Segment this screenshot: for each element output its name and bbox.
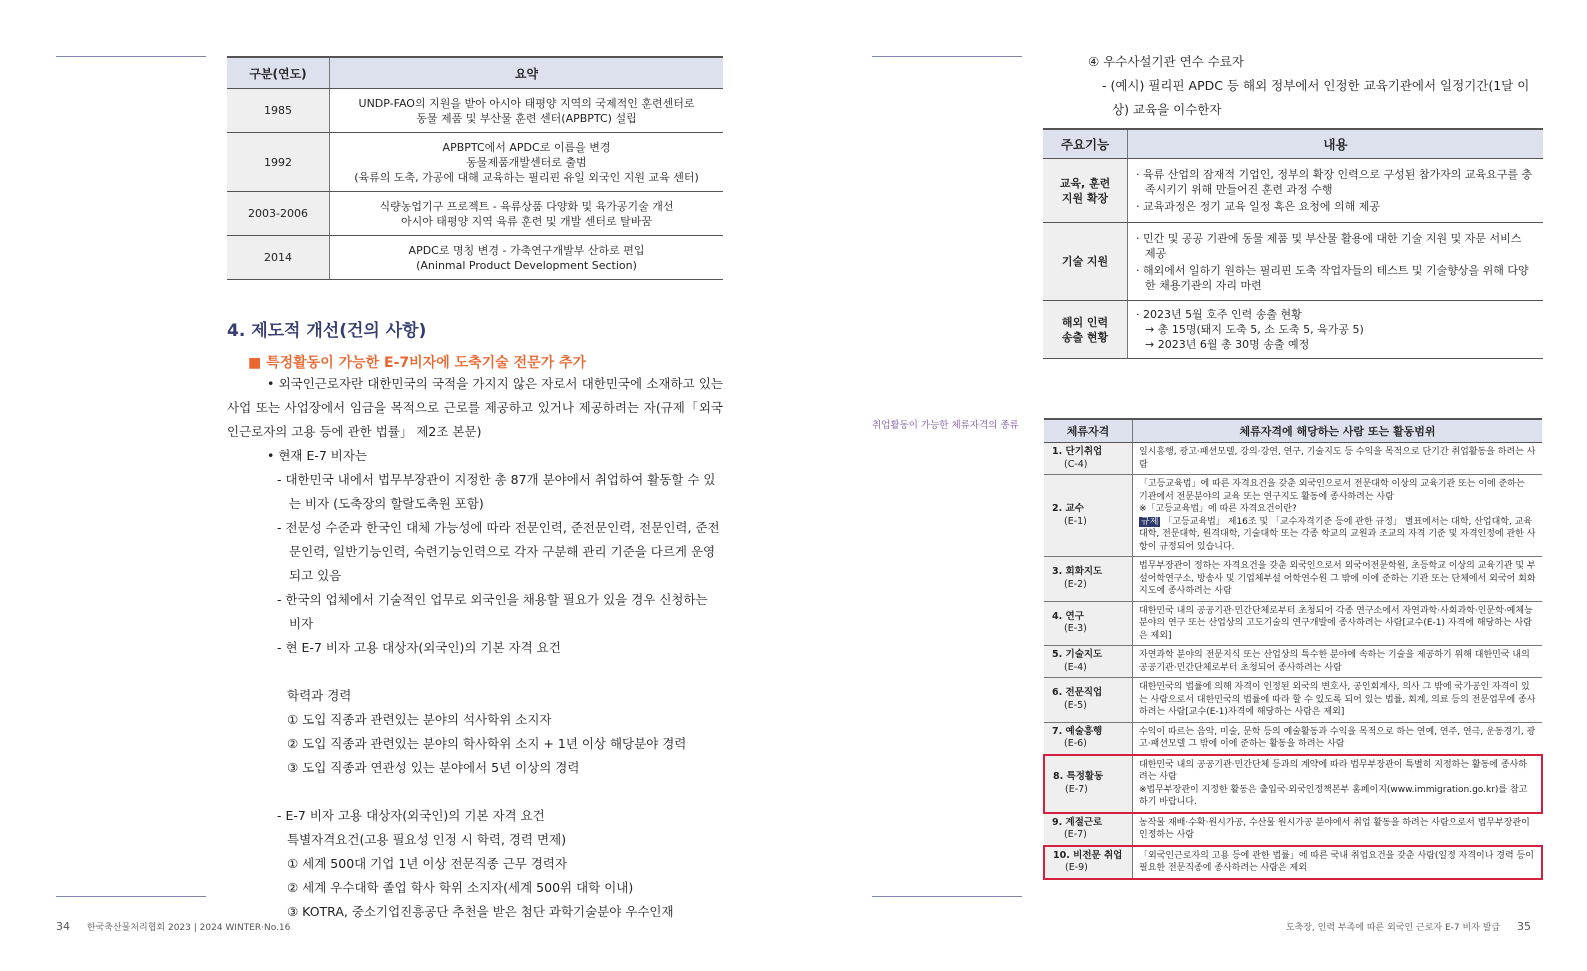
regulation-tag: 규제 <box>1141 516 1159 527</box>
history-year: 1985 <box>227 89 330 133</box>
function-header-key: 주요기능 <box>1043 129 1128 159</box>
function-key: 기술 지원 <box>1043 223 1128 301</box>
item-4-title: ④ 우수사설기관 연수 수료자 <box>1088 54 1244 69</box>
paragraph-foreign-worker-definition: • 외국인근로자란 대한민국의 국적을 가지지 않은 자로서 대한민국에 소재하고 있는 사업 또는 사업장에서 임금을 목적으로 근로를 제공하고 있거나 제공하려는 자(규제「외국인근로자의 고용 등에 관한 법률」 제2조 본문) <box>227 376 723 439</box>
stay-description: 대한민국 내의 공공기관·민간단체 등과의 계약에 따라 법무부장관이 특별히 지정하는 활동에 종사하려는 사람 ※법무부장관이 지정한 활동은 출입국·외국인정책본부 홈페이지(www.immigration.go.kr)를 참고하기 바랍니다. <box>1133 755 1543 813</box>
stay-status <box>1044 813 1133 846</box>
stay-status-name: 2. 교수 <box>1052 503 1084 514</box>
stay-status-name: 10. 비전문 취업 <box>1053 849 1123 861</box>
table-row <box>227 89 723 133</box>
function-content <box>1128 301 1544 359</box>
bottom-rule-left <box>56 896 206 897</box>
stay-status <box>1044 755 1133 813</box>
stay-status-name: 4. 연구 <box>1052 610 1084 622</box>
table-row <box>227 133 723 192</box>
stay-status <box>1044 601 1133 646</box>
left-body-text <box>227 372 723 924</box>
education-item: ② 도입 직종과 관련있는 분야의 학사학위 소지 + 1년 이상 해당분야 경력 <box>287 736 687 751</box>
history-summary: APDC로 명칭 변경 - 가축연구개발부 산하로 편입 (Aninmal Product Development Section) <box>330 236 724 280</box>
side-label: 취업활동이 가능한 체류자격의 종류 <box>872 420 1019 431</box>
table-row-highlighted <box>1044 755 1542 813</box>
stay-description <box>1133 475 1543 557</box>
top-rule-right <box>872 56 1022 57</box>
table-row <box>227 236 723 280</box>
education-item: ① 도입 직종과 관련있는 분야의 석사학위 소지자 <box>287 712 552 727</box>
list-item: · 육류 산업의 잠재적 기업인, 정부의 확장 인력으로 구성된 참가자의 교육요구를 충족시키기 위해 만들어진 훈련 과정 수행 <box>1136 167 1535 197</box>
dash-item: - E-7 비자 고용 대상자(외국인)의 기본 자격 요건 <box>277 808 545 823</box>
table-row <box>1044 813 1542 846</box>
stay-description: 「외국인근로자의 고용 등에 관한 법률」에 따른 국내 취업요건을 갖춘 사람(일정 자격이나 경력 등이 필요한 전문직종에 종사하려는 사람은 제외 <box>1133 846 1543 879</box>
bullet-current-e7: • 현재 E-7 비자는 <box>267 448 368 463</box>
stay-status-name: 1. 단기취업 <box>1052 446 1103 457</box>
stay-status-code: (E-2) <box>1064 578 1087 590</box>
stay-status-name: 3. 회화지도 <box>1052 566 1103 578</box>
right-top-text <box>1088 50 1543 122</box>
stay-status-code: (C-4) <box>1064 458 1088 470</box>
education-title: 학력과 경력 <box>287 688 352 703</box>
stay-status <box>1044 557 1133 602</box>
stay-status <box>1044 443 1133 475</box>
stay-status-code: (E-7) <box>1064 829 1087 840</box>
table-row <box>1044 646 1542 678</box>
stay-status-code: (E-4) <box>1064 661 1087 673</box>
spacer <box>227 660 723 684</box>
bottom-rule-right <box>872 896 1022 897</box>
special-title: 특별자격요건(고용 필요성 인정 시 학력, 경력 면제) <box>287 832 567 847</box>
function-content <box>1128 223 1544 301</box>
stay-description: 법무부장관이 정하는 자격요건을 갖춘 외국인으로서 외국어전문학원, 초등학교 이상의 교육기관 및 부설어학연구소, 방송사 및 기업체부설 어학연수원 그 밖에 이에 준하는 기관 또는 단체에서 외국어 회화지도에 종사하려는 사람 <box>1133 557 1543 602</box>
dash-item: - 전문성 수준과 한국인 대체 가능성에 따라 전문인력, 준전문인력, 전문인력, 준전문인력, 일반기능인력, 숙련기능인력으로 각자 구분해 관리 기준을 다르게 운영되고 있음 <box>277 520 720 583</box>
history-year: 2003-2006 <box>227 192 330 236</box>
function-header-content: 내용 <box>1128 129 1544 159</box>
list-item: · 해외에서 일하기 원하는 필리핀 도축 작업자들의 테스트 및 기술향상을 위해 다양한 채용기관의 자리 마련 <box>1136 263 1535 293</box>
function-content <box>1128 159 1544 223</box>
list-item: · 민간 및 공공 기관에 동물 제품 및 부산물 활용에 대한 기술 지원 및 자문 서비스 제공 <box>1136 231 1535 261</box>
stay-status-name: 7. 예술흥행 <box>1052 725 1103 737</box>
footer-article-title: 도축장, 인력 부족에 따른 외국인 근로자 E-7 비자 발급 <box>1285 923 1501 933</box>
table-row <box>1043 159 1543 223</box>
stay-status-name: 6. 전문직업 <box>1052 687 1103 699</box>
stay-status-name: 9. 계절근로 <box>1052 816 1103 828</box>
stay-status-table <box>1043 418 1543 880</box>
stay-status <box>1044 475 1133 557</box>
stay-status-code: (E-9) <box>1065 862 1088 873</box>
stay-status-code: (E-7) <box>1065 783 1088 795</box>
stay-description: 일시흥행, 광고·패션모델, 강의·강연, 연구, 기술지도 등 수익을 목적으로 단기간 취업활동을 하려는 사람 <box>1133 443 1543 475</box>
function-key: 교육, 훈련 지원 확장 <box>1043 159 1128 223</box>
history-year: 1992 <box>227 133 330 192</box>
footer-left <box>56 920 290 933</box>
subsection-title: ■ 특정활동이 가능한 E-7비자에 도축기술 전문가 추가 <box>248 355 587 371</box>
stay-status-name: 5. 기술지도 <box>1052 649 1103 660</box>
special-item: ③ KOTRA, 중소기업진흥공단 추천을 받은 첨단 과학기술분야 우수인재 <box>287 904 674 919</box>
history-summary: APBPTC에서 APDC로 이름을 변경 동물제품개발센터로 출범 (육류의 도축, 가공에 대해 교육하는 필리핀 유일 외국인 지원 교육 센터) <box>330 133 724 192</box>
stay-status <box>1044 678 1133 723</box>
section-title: 4. 제도적 개선(건의 사항) <box>227 321 427 341</box>
dash-item: - 한국의 업체에서 기술적인 업무로 외국인을 채용할 필요가 있을 경우 신청하는 비자 <box>277 592 708 631</box>
top-rule-left <box>56 56 206 57</box>
stay-status-code: (E-3) <box>1064 623 1087 635</box>
footer-right <box>1286 920 1531 933</box>
stay-status-code: (E-1) <box>1064 515 1087 527</box>
stay-header-status: 체류자격 <box>1044 419 1133 443</box>
history-summary: UNDP-FAO의 지원을 받아 아시아 태평양 지역의 국제적인 훈련센터로 동물 제품 및 부산물 훈련 센터(APBPTC) 설립 <box>330 89 724 133</box>
list-item: · 교육과정은 정기 교육 일정 혹은 요청에 의해 제공 <box>1136 199 1535 214</box>
stay-status-name: 8. 특정활동 <box>1053 771 1104 782</box>
history-table <box>227 56 723 280</box>
stay-description: 대한민국의 법률에 의해 자격이 인정된 외국의 변호사, 공인회계사, 의사 그 밖에 국가공인 자격이 있는 사람으로서 대한민국의 법률에 따라 할 수 있도록 되어 있는 법률, 회계, 의료 등의 전문업무에 종사하려는 사람[교수(E-1)자격에 해당하는 사람은 제외] <box>1133 678 1543 723</box>
stay-description: 자연과학 분야의 전문지식 또는 산업상의 특수한 분야에 속하는 기술을 제공하기 위해 대한민국 내의 공공기관·민간단체로부터 초청되어 종사하려는 사람 <box>1133 646 1543 678</box>
function-table <box>1043 128 1543 359</box>
stay-status-code: (E-5) <box>1064 699 1087 711</box>
stay-status <box>1044 646 1133 678</box>
footer-publication: 한국축산물처리협회 2023 | 2024 WINTER·No.16 <box>86 923 291 933</box>
stay-header-scope: 체류자격에 해당하는 사람 또는 활동범위 <box>1133 419 1543 443</box>
table-row <box>1044 443 1542 475</box>
stay-description-text: 「고등교육법」에 따른 자격요건을 갖춘 외국인으로서 전문대학 이상의 교육기관 또는 이에 준하는 기관에서 전문분야의 교육 또는 연구지도 활동에 종사하려는 사람 ※「고등교육법」에 따른 자격요건이란? <box>1139 479 1525 514</box>
table-row <box>227 192 723 236</box>
table-row <box>1044 601 1542 646</box>
stay-status <box>1044 722 1133 755</box>
dash-item: - 대한민국 내에서 법무부장관이 지정한 총 87개 분야에서 취업하여 활동할 수 있는 비자 (도축장의 할랄도축원 포함) <box>277 472 716 511</box>
stay-description-text: 「고등교육법」 제16조 및 「교수자격기준 등에 관한 규정」 별표에서는 대학, 산업대학, 교육대학, 전문대학, 원격대학, 기술대학 또는 각종 학교의 교원과 조교의 자격 기준 및 자격인정에 관한 사항이 규정되어 있습니다. <box>1139 516 1536 552</box>
dash-item: - 현 E-7 비자 고용 대상자(외국인)의 기본 자격 요건 <box>277 640 561 655</box>
stay-status-code: (E-6) <box>1064 738 1087 749</box>
education-item: ③ 도입 직종과 연관성 있는 분야에서 5년 이상의 경력 <box>287 760 580 775</box>
spacer <box>227 780 723 804</box>
table-row <box>1043 301 1543 359</box>
table-row <box>1044 678 1542 723</box>
special-item: ② 세계 우수대학 졸업 학사 학위 소지자(세계 500위 대학 이내) <box>287 880 634 895</box>
list-item: · 2023년 5월 호주 인력 송출 현황 → 총 15명(돼지 도축 5, 소 도축 5, 육가공 5) → 2023년 6월 총 30명 송출 예정 <box>1136 307 1535 352</box>
history-year: 2014 <box>227 236 330 280</box>
page-number: 35 <box>1517 920 1531 933</box>
special-item: ① 세계 500대 기업 1년 이상 전문직종 근무 경력자 <box>287 856 568 871</box>
table-row <box>1044 557 1542 602</box>
history-header-summary: 요약 <box>330 57 724 89</box>
table-row-highlighted <box>1044 846 1542 879</box>
stay-description: 대한민국 내의 공공기관·민간단체로부터 초청되어 각종 연구소에서 자연과학·사회과학·인문학·예체능 분야의 연구 또는 산업상의 고도기술의 연구개발에 종사하려는 사람[교수(E-1) 자격에 해당하는 사람은 제외] <box>1133 601 1543 646</box>
table-row <box>1043 223 1543 301</box>
function-key: 해외 인력 송출 현황 <box>1043 301 1128 359</box>
table-row <box>1044 722 1542 755</box>
item-4-desc: - (예시) 필리핀 APDC 등 해외 정부에서 인정한 교육기관에서 일정기간(1달 이상) 교육을 이수한자 <box>1102 78 1530 117</box>
history-header-year: 구분(연도) <box>227 57 330 89</box>
page-number: 34 <box>56 920 70 933</box>
stay-description: 농작물 재배·수확·원시가공, 수산물 원시가공 분야에서 취업 활동을 하려는 사람으로서 법무부장관이 인정하는 사람 <box>1133 813 1543 846</box>
stay-description: 수익이 따르는 음악, 미술, 문학 등의 예술활동과 수익을 목적으로 하는 연예, 연주, 연극, 운동경기, 광고·패션모델 그 밖에 이에 준하는 활동을 하려는 사람 <box>1133 722 1543 755</box>
history-summary: 식량농업기구 프로젝트 - 육류상품 다양화 및 육가공기술 개선 아시아 태평양 지역 육류 훈련 및 개발 센터로 탈바꿈 <box>330 192 724 236</box>
stay-status <box>1044 846 1133 879</box>
table-row <box>1044 475 1542 557</box>
